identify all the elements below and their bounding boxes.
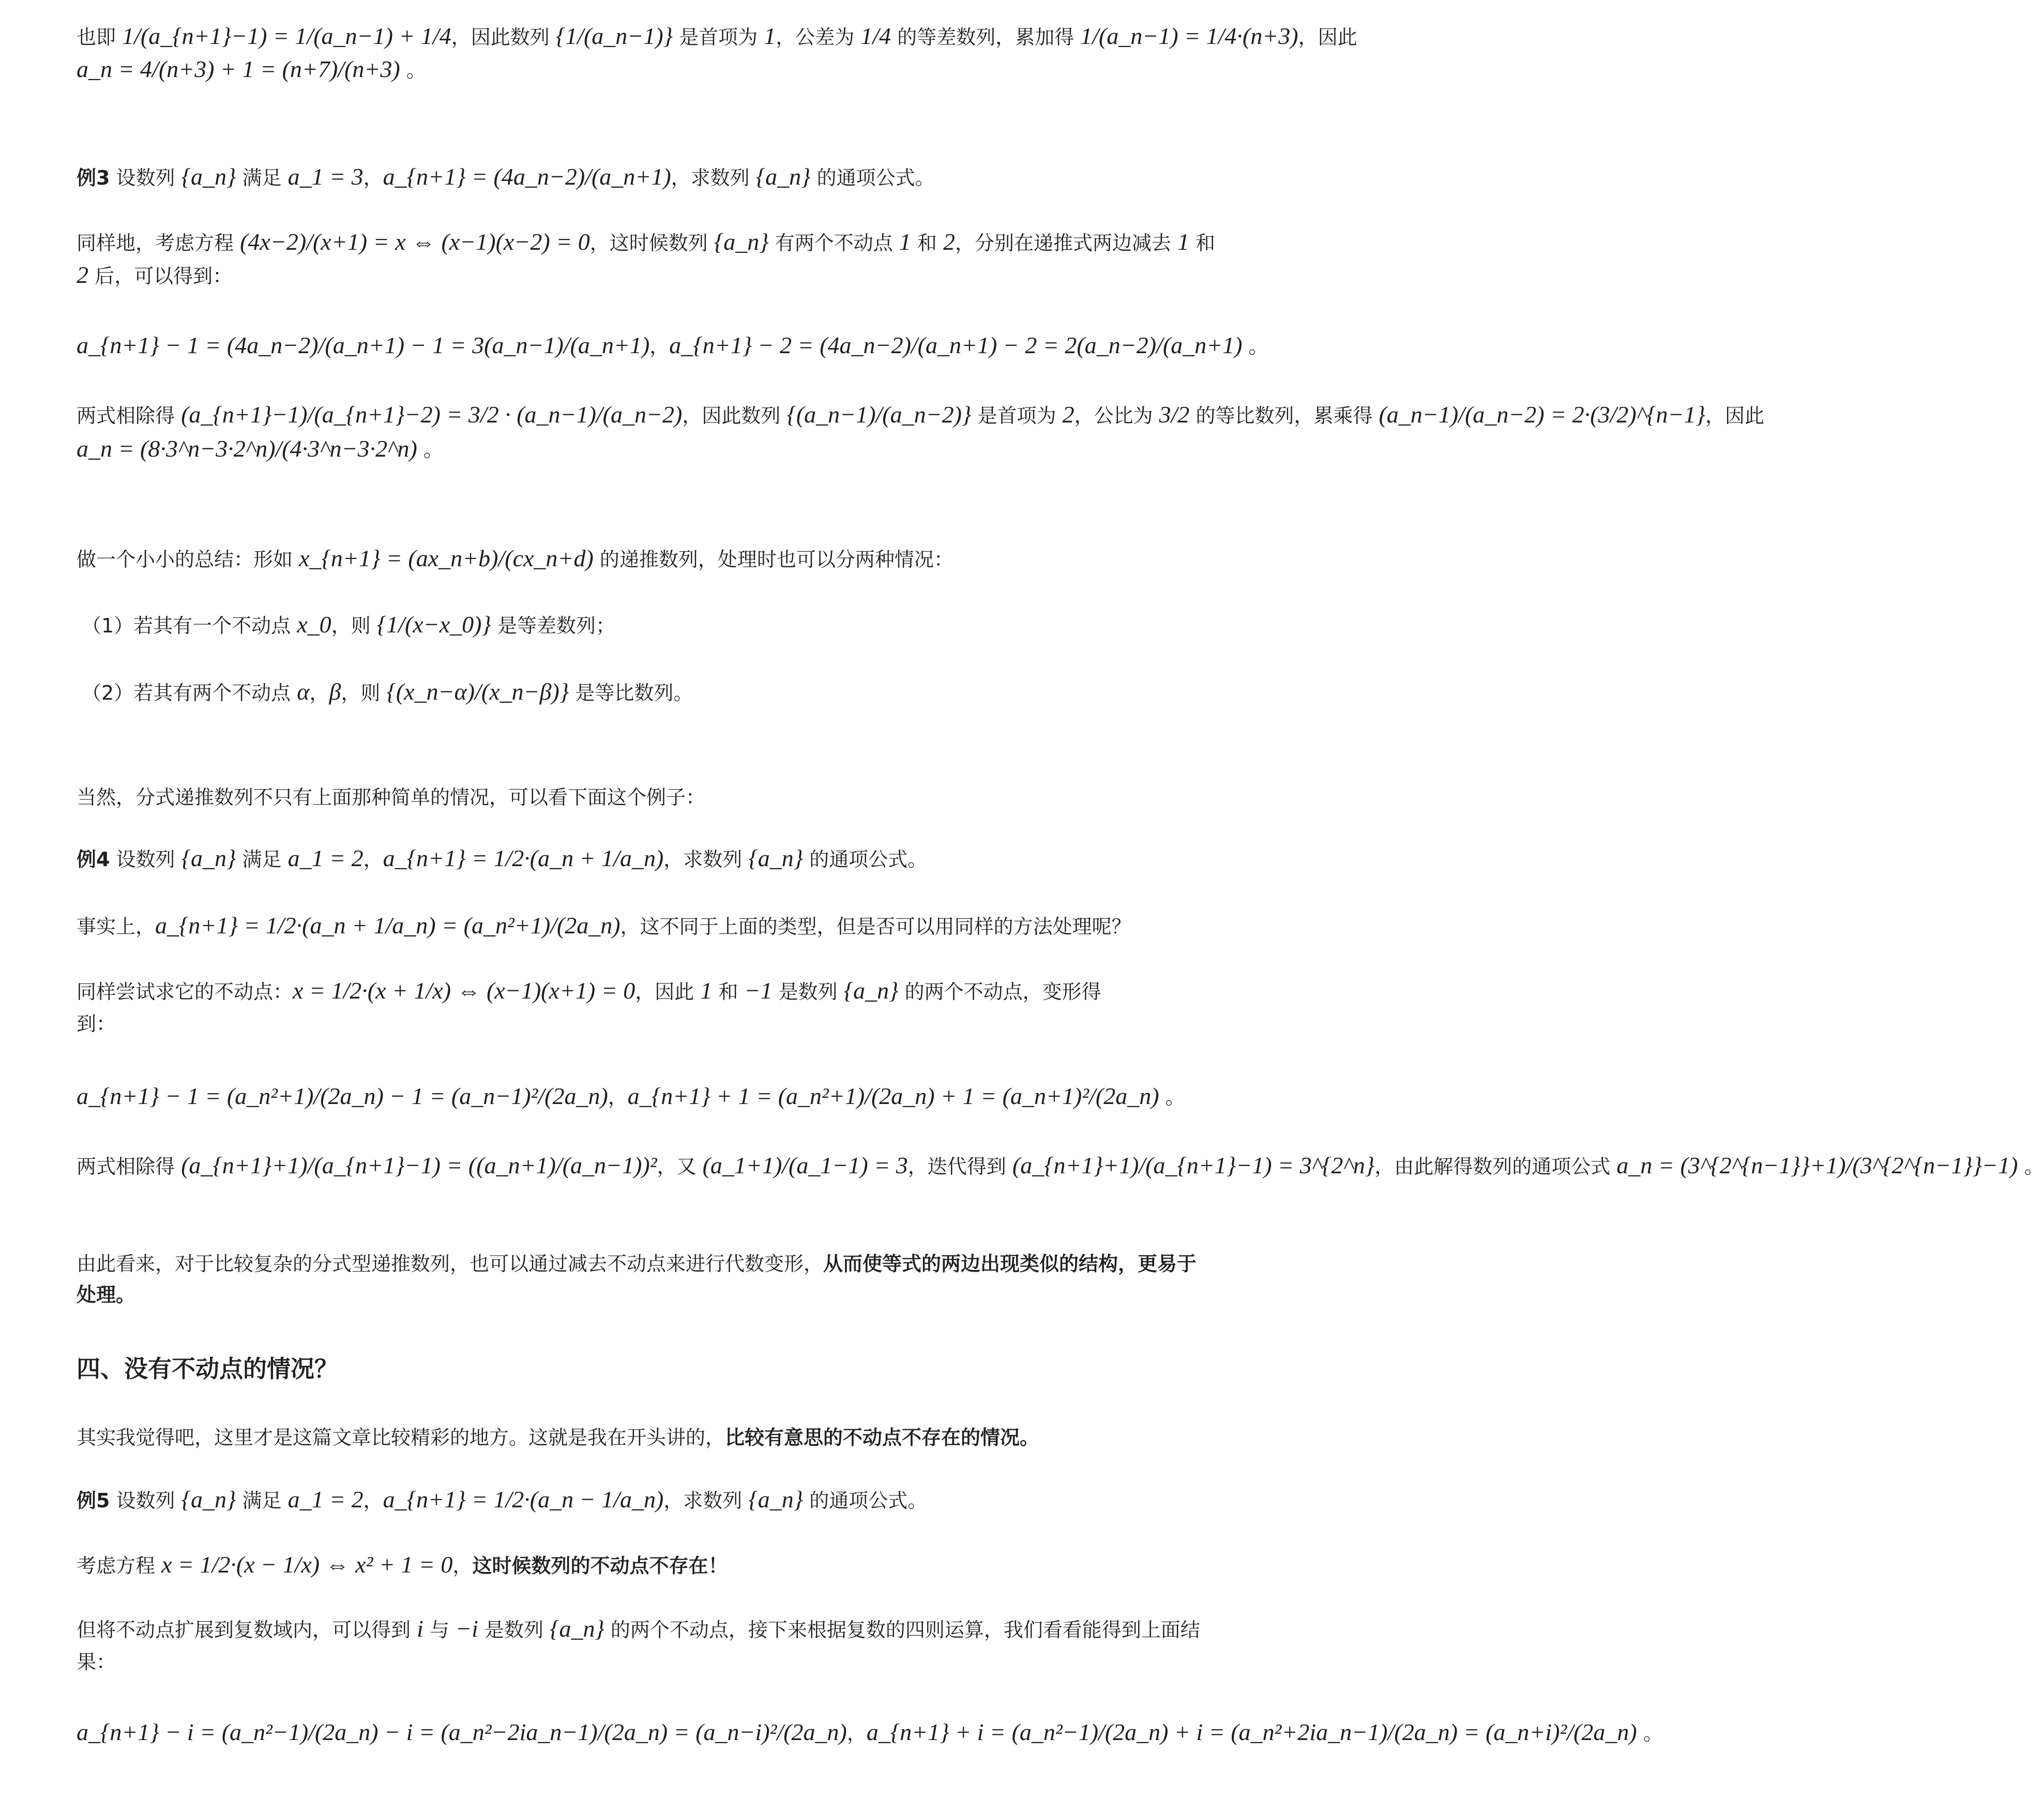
- text-run: 其实我觉得吧，这里才是这篇文章比较精彩的地方。这就是我在开头讲的，: [77, 1426, 725, 1449]
- text-run: 做一个小小的总结：形如: [77, 548, 299, 571]
- paragraph-line: [77, 974, 1101, 1008]
- paragraph-line: [77, 909, 1131, 943]
- math-expression: 2: [943, 229, 955, 255]
- text-run: ，因此: [1705, 404, 1764, 427]
- math-expression: −1: [744, 977, 773, 1004]
- math-expression: (4x−2)/(x+1) = x ⇔ (x−1)(x−2) = 0: [240, 229, 590, 255]
- math-expression: {a_n}: [714, 229, 769, 255]
- math-expression: 1/4: [860, 23, 891, 49]
- text-run: ，又: [657, 1155, 703, 1178]
- text-run: 设数列: [110, 167, 181, 189]
- text-run: ，迭代得到: [907, 1155, 1012, 1178]
- text-run: 是数列: [772, 980, 844, 1003]
- math-expression: {a_n}: [181, 163, 236, 190]
- math-expression: a_{n+1} + i = (a_n²−1)/(2a_n) + i = (a_n²+2ia_n−1)/(2a_n) = (a_n+i)²/(2a_n): [866, 1719, 1637, 1745]
- math-expression: 1: [700, 977, 713, 1004]
- math-expression: 1: [764, 23, 776, 49]
- math-expression: 1: [1177, 229, 1190, 255]
- paragraph-line: [77, 398, 1764, 432]
- math-expression: {1/(x−x_0)}: [376, 611, 491, 638]
- math-expression: −i: [456, 1615, 478, 1642]
- math-expression: a_{n+1} − 2 = (4a_n−2)/(a_n+1) − 2 = 2(a_n−2)/(a_n+1): [669, 332, 1243, 358]
- text-run: 是数列: [478, 1619, 550, 1641]
- text-run: ，公比为: [1074, 404, 1159, 427]
- text-run: 同样地，考虑方程: [77, 232, 240, 254]
- math-expression: a_n = 4/(n+3) + 1 = (n+7)/(n+3): [77, 56, 400, 82]
- text-run: 和: [1189, 232, 1216, 254]
- text-run: 的通项公式。: [803, 1489, 928, 1512]
- math-expression: {a_n}: [748, 1486, 804, 1513]
- math-expression: x = 1/2·(x + 1/x) ⇔ (x−1)(x+1) = 0: [293, 977, 635, 1004]
- text-run: ，因此: [1298, 26, 1357, 49]
- text-run: ，: [363, 167, 383, 189]
- text-run: 的通项公式。: [803, 848, 928, 871]
- paragraph-line: [77, 1483, 927, 1517]
- math-expression: (a_1+1)/(a_1−1) = 3: [702, 1152, 908, 1178]
- bold-text-run: 这时候数列的不动点不存在！: [472, 1554, 728, 1577]
- math-expression: (a_{n+1}+1)/(a_{n+1}−1) = ((a_n+1)/(a_n−1))²: [181, 1152, 657, 1178]
- text-run: ，因此数列: [682, 404, 787, 427]
- math-expression: 1/(a_n−1) = 1/4·(n+3): [1080, 23, 1298, 49]
- paragraph-line: [77, 1247, 1197, 1280]
- text-run: 有两个不动点: [768, 232, 899, 254]
- text-run: 当然，分式递推数列不只有上面那种简单的情况，可以看下面这个例子：: [77, 786, 706, 809]
- bold-text-run: 从而使等式的两边出现类似的结构，更易于: [823, 1252, 1197, 1275]
- math-expression: (a_{n+1}−1)/(a_{n+1}−2) = 3/2 · (a_n−1)/(a_n−2): [181, 401, 683, 428]
- math-expression: 2: [77, 262, 88, 288]
- text-run: 但将不动点扩展到复数域内，可以得到: [77, 1619, 417, 1641]
- text-run: 。: [2018, 1155, 2044, 1178]
- text-run: 的递推数列，处理时也可以分两种情况：: [593, 548, 953, 571]
- text-run: 。: [400, 59, 426, 82]
- text-run: ，因此数列: [451, 26, 556, 49]
- text-run: 设数列: [110, 1489, 181, 1512]
- text-run: ，求数列: [671, 167, 756, 189]
- paragraph-line: [77, 1612, 1200, 1646]
- text-run: ，: [309, 682, 329, 704]
- math-expression: a_{n+1} − i = (a_n²−1)/(2a_n) − i = (a_n²−2ia_n−1)/(2a_n) = (a_n−i)²/(2a_n): [77, 1719, 847, 1745]
- section-heading: [77, 1351, 338, 1387]
- math-expression: x = 1/2·(x − 1/x) ⇔ x² + 1 = 0: [161, 1551, 453, 1578]
- math-expression: 1: [899, 229, 911, 255]
- math-expression: x_0: [297, 611, 331, 638]
- text-run: 后，可以得到：: [88, 265, 233, 288]
- bold-text-run: 比较有意思的不动点不存在的情况。: [725, 1426, 1040, 1449]
- paragraph-line: [77, 20, 1357, 54]
- math-expression: (a_n−1)/(a_n−2) = 2·(3/2)^{n−1}: [1379, 401, 1705, 428]
- math-expression: {a_n}: [843, 977, 899, 1004]
- text-run: 。: [1637, 1722, 1663, 1745]
- math-expression: {a_n}: [550, 1615, 604, 1642]
- paragraph-line: [77, 1080, 1185, 1114]
- text-run: 由此看来，对于比较复杂的分式型递推数列，也可以通过减去不动点来进行代数变形，: [77, 1252, 824, 1275]
- math-expression: {a_n}: [755, 163, 811, 190]
- text-run: 与: [423, 1619, 456, 1641]
- text-run: 满足: [236, 167, 288, 189]
- math-expression: α: [297, 678, 310, 705]
- text-run: 满足: [236, 848, 288, 871]
- math-expression: {a_n}: [748, 845, 804, 871]
- math-expression: a_1 = 3: [287, 163, 364, 190]
- text-run: ，: [452, 1554, 473, 1577]
- text-run: 也即: [77, 26, 123, 49]
- paragraph-line: [77, 1007, 116, 1040]
- text-run: 满足: [236, 1489, 288, 1512]
- math-expression: (a_{n+1}+1)/(a_{n+1}−1) = 3^{2^n}: [1012, 1152, 1375, 1178]
- math-expression: a_{n+1} + 1 = (a_n²+1)/(2a_n) + 1 = (a_n+1)²/(2a_n): [627, 1083, 1159, 1109]
- math-expression: 1/(a_{n+1}−1) = 1/(a_n−1) + 1/4: [122, 23, 451, 49]
- paragraph-line: [77, 225, 1215, 260]
- paragraph-line: [77, 259, 232, 293]
- math-expression: i: [417, 1615, 423, 1642]
- paragraph-line: [77, 1278, 135, 1311]
- text-run: ，分别在递推式两边减去: [955, 232, 1178, 254]
- text-run: 是等比数列。: [569, 682, 693, 704]
- text-run: ，: [846, 1722, 867, 1745]
- paragraph-line: [77, 432, 443, 466]
- text-run: 是等差数列；: [491, 614, 615, 637]
- math-expression: {(a_n−1)/(a_n−2)}: [786, 401, 972, 428]
- text-run: 是首项为: [971, 404, 1063, 427]
- math-expression: 3/2: [1159, 401, 1190, 428]
- paragraph-line: [77, 542, 953, 576]
- text-run: ，: [363, 848, 383, 871]
- text-run: ，这不同于上面的类型，但是否可以用同样的方法处理呢？: [620, 915, 1131, 938]
- text-run: 和: [712, 980, 745, 1003]
- text-run: 和: [911, 232, 943, 254]
- math-expression: {1/(a_n−1)}: [555, 23, 673, 49]
- text-run: （1）若其有一个不动点: [82, 614, 297, 637]
- text-run: 设数列: [110, 848, 181, 871]
- text-run: 的等比数列，累乘得: [1189, 404, 1379, 427]
- paragraph-line: [77, 1645, 116, 1679]
- text-run: ，这时候数列: [589, 232, 714, 254]
- paragraph-line: [77, 1149, 2044, 1183]
- text-run: 的通项公式。: [810, 167, 935, 189]
- math-expression: 2: [1062, 401, 1074, 428]
- text-run: ，则: [331, 614, 377, 637]
- paragraph-line: [77, 1716, 1663, 1750]
- text-run: 。: [1242, 335, 1268, 358]
- paragraph-line: [77, 53, 426, 87]
- text-run: ，则: [341, 682, 387, 704]
- math-expression: a_{n+1} = (4a_n−2)/(a_n+1): [383, 163, 671, 190]
- text-run: 到：: [77, 1012, 116, 1035]
- text-run: ，: [363, 1489, 383, 1512]
- text-run: ，: [649, 335, 670, 358]
- text-run: ，: [608, 1086, 628, 1109]
- paragraph-line: [77, 1548, 728, 1582]
- math-expression: a_n = (3^{2^{n−1}}+1)/(3^{2^{n−1}}−1): [1616, 1152, 2018, 1178]
- math-expression: a_{n+1} = 1/2·(a_n + 1/a_n): [383, 845, 664, 871]
- paragraph-line: [77, 781, 705, 814]
- paragraph-line: [77, 329, 1268, 363]
- paragraph-line: [77, 608, 615, 642]
- math-expression: β: [329, 678, 341, 705]
- text-run: ，求数列: [663, 848, 749, 871]
- text-run: 两式相除得: [77, 404, 181, 427]
- text-run: 两式相除得: [77, 1155, 181, 1178]
- text-run: 的两个不动点，接下来根据复数的四则运算，我们看看能得到上面结: [604, 1619, 1200, 1641]
- bold-text-run: 例4: [77, 848, 110, 871]
- text-run: ，由此解得数列的通项公式: [1374, 1155, 1617, 1178]
- text-run: 是首项为: [673, 26, 764, 49]
- bold-text-run: 四、没有不动点的情况？: [77, 1355, 338, 1383]
- paragraph-line: [77, 842, 927, 876]
- math-expression: a_{n+1} − 1 = (a_n²+1)/(2a_n) − 1 = (a_n−1)²/(2a_n): [77, 1083, 608, 1109]
- bold-text-run: 处理。: [77, 1283, 136, 1306]
- text-run: ，因此: [635, 980, 701, 1003]
- paragraph-line: [77, 675, 693, 709]
- math-expression: a_n = (8·3^n−3·2^n)/(4·3^n−3·2^n): [77, 435, 417, 462]
- math-expression: a_1 = 2: [287, 845, 364, 871]
- text-run: 。: [417, 439, 443, 461]
- math-expression: {a_n}: [181, 1486, 236, 1513]
- math-expression: {a_n}: [181, 845, 236, 871]
- math-expression: x_{n+1} = (ax_n+b)/(cx_n+d): [299, 545, 594, 571]
- text-run: ，求数列: [663, 1489, 749, 1512]
- math-expression: a_{n+1} = 1/2·(a_n − 1/a_n): [383, 1486, 664, 1513]
- paragraph-line: [77, 1421, 1039, 1454]
- text-run: 的两个不动点，变形得: [898, 980, 1101, 1003]
- text-run: 考虑方程: [77, 1554, 162, 1577]
- text-run: 同样尝试求它的不动点：: [77, 980, 293, 1003]
- text-run: 的等差数列，累加得: [891, 26, 1081, 49]
- text-run: （2）若其有两个不动点: [82, 682, 297, 704]
- text-run: ，公差为: [776, 26, 861, 49]
- math-expression: a_{n+1} − 1 = (4a_n−2)/(a_n+1) − 1 = 3(a_n−1)/(a_n+1): [77, 332, 650, 358]
- math-expression: a_1 = 2: [287, 1486, 364, 1513]
- math-expression: a_{n+1} = 1/2·(a_n + 1/a_n) = (a_n²+1)/(2a_n): [155, 912, 620, 939]
- text-run: 果：: [77, 1651, 116, 1673]
- bold-text-run: 例5: [77, 1489, 110, 1512]
- text-run: 事实上，: [77, 915, 156, 938]
- paragraph-line: [77, 160, 935, 194]
- math-expression: {(x_n−α)/(x_n−β)}: [386, 678, 569, 705]
- bold-text-run: 例3: [77, 167, 110, 189]
- text-run: 。: [1159, 1086, 1185, 1109]
